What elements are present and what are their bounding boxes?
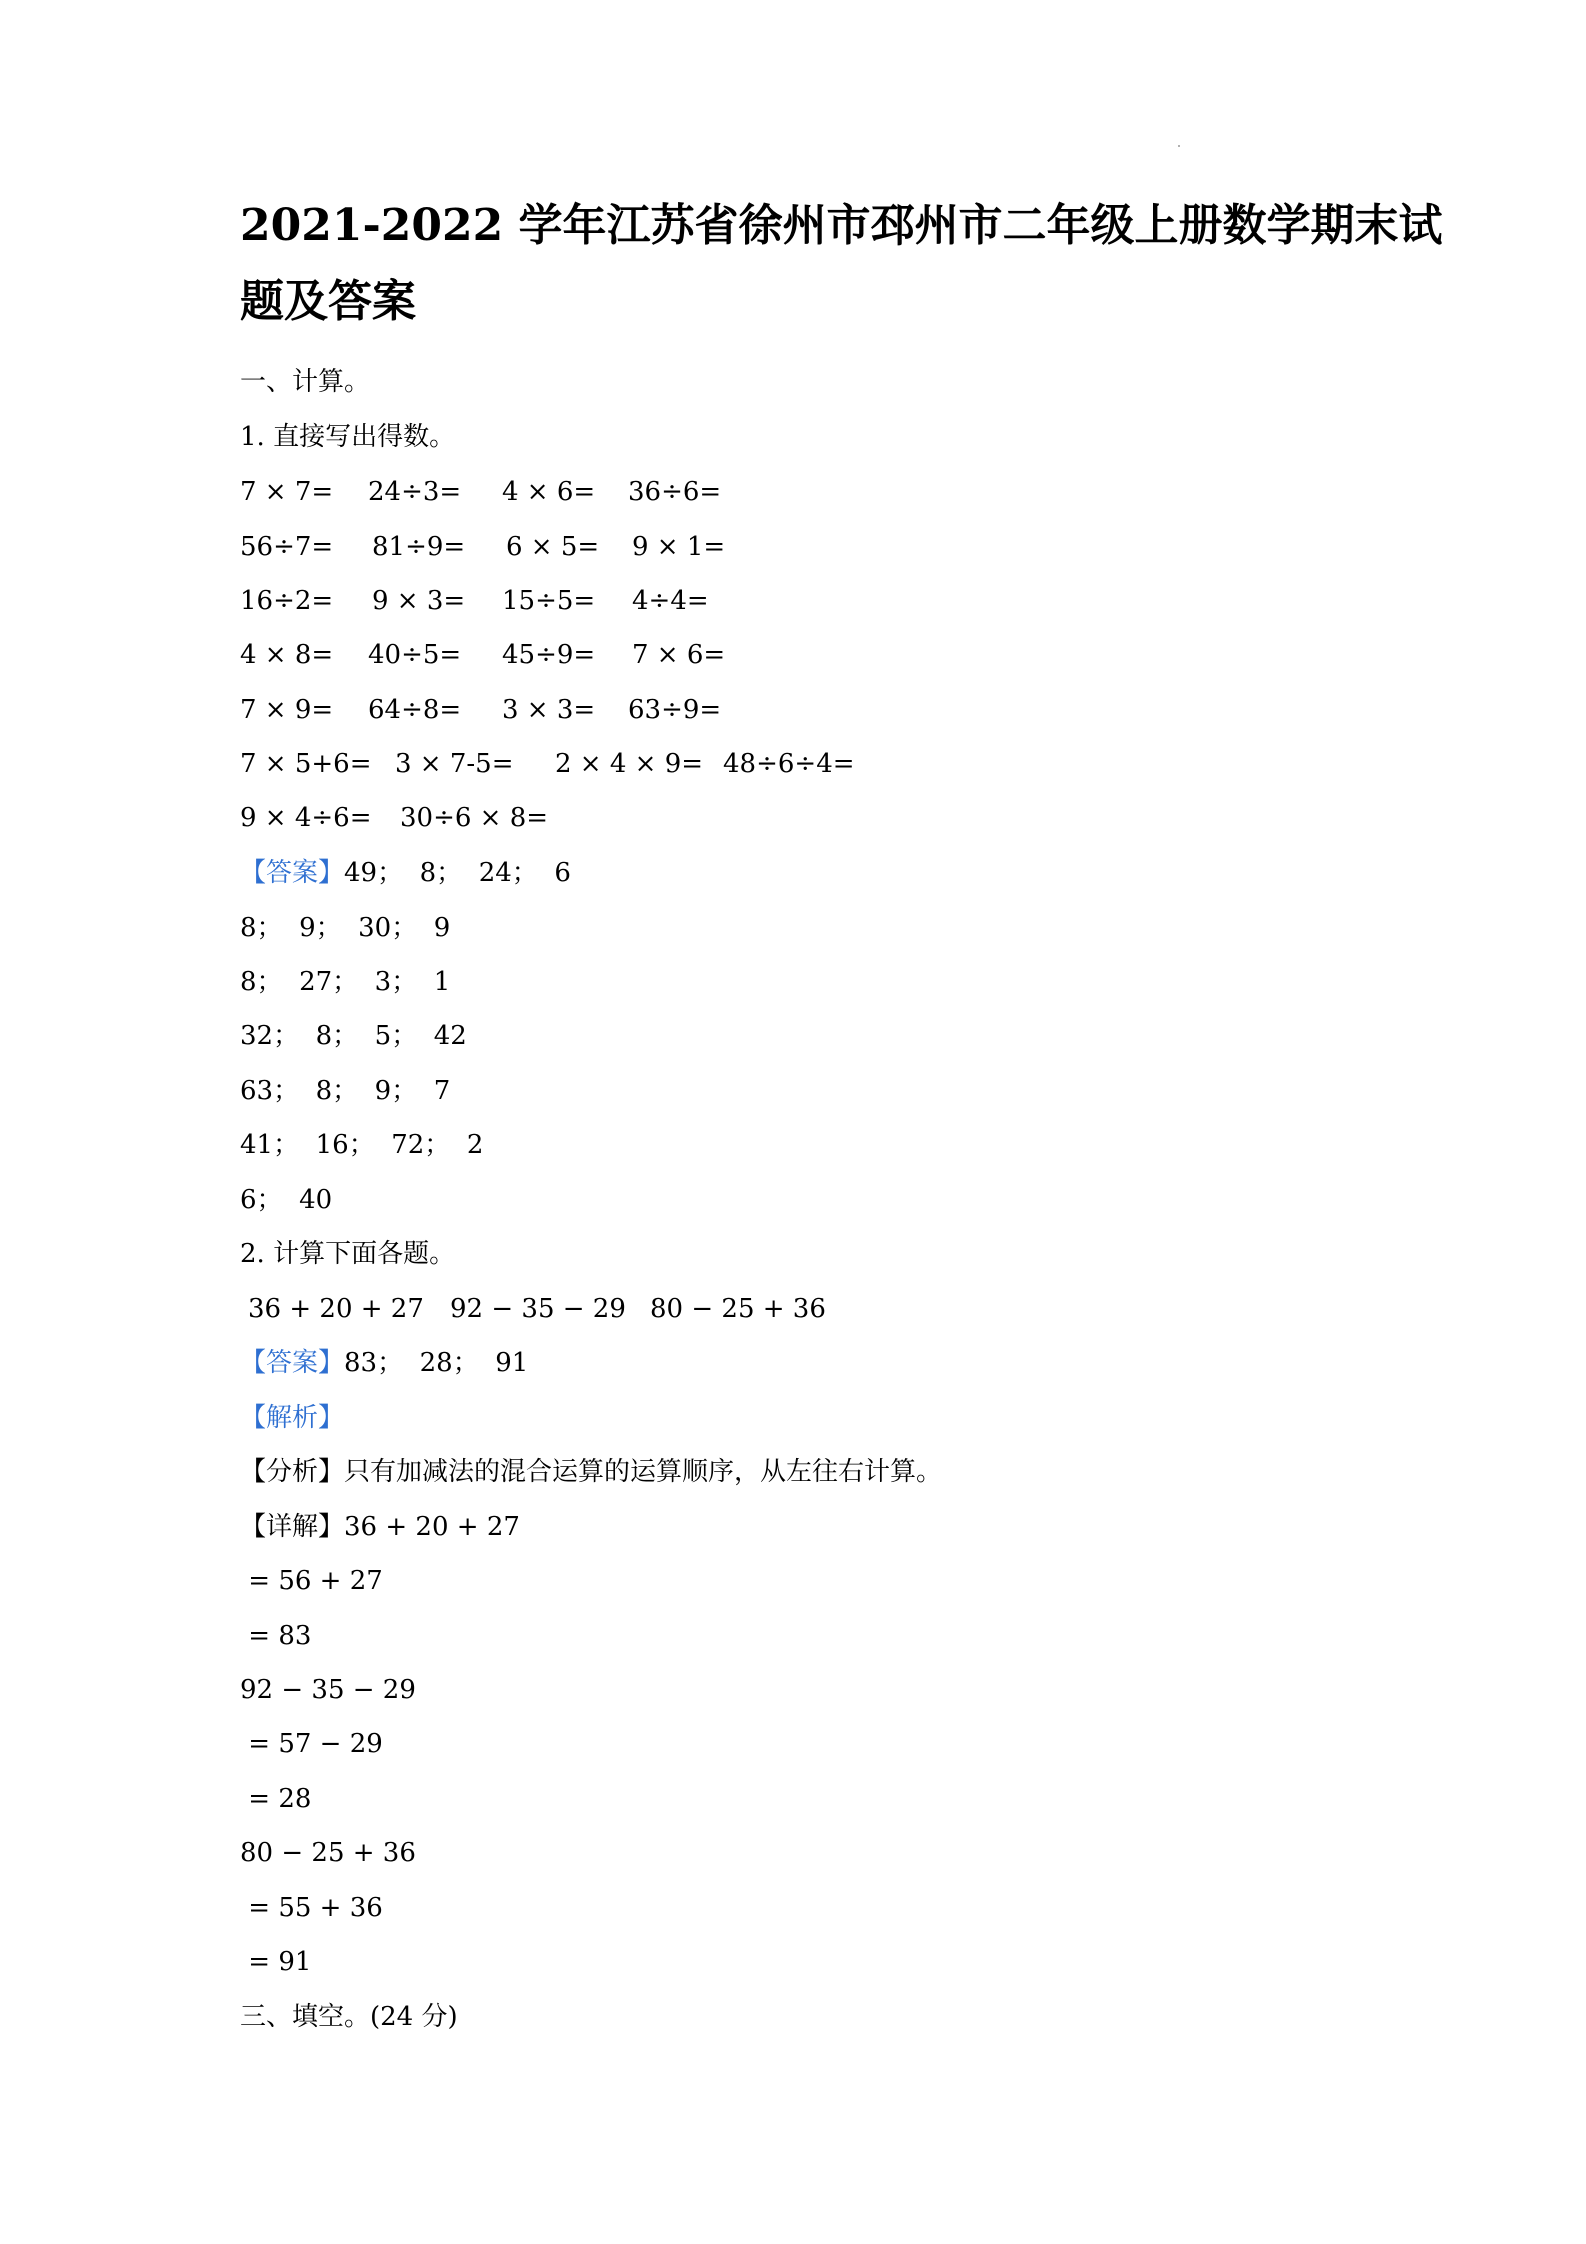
section-3-heading: 三、填空。(24 分) <box>240 2002 458 2032</box>
q1-answer-line-1 <box>240 856 571 890</box>
q1-item: 4 × 8= <box>240 640 334 670</box>
q1-item: 7 × 5+6= <box>240 749 372 779</box>
q1-item: 9 × 1= <box>632 532 726 562</box>
q2-answer: 83； 28； 91 <box>344 1348 529 1378</box>
q1-item: 48÷6÷4= <box>723 749 855 779</box>
q2-item: 80 − 25 + 36 <box>650 1294 826 1324</box>
q1-item: 64÷8= <box>368 695 462 725</box>
q1-answer-line-4: 32； 8； 5； 42 <box>240 1021 467 1051</box>
step-line: = 55 + 36 <box>240 1893 383 1923</box>
q1-item: 16÷2= <box>240 586 334 616</box>
q1-item: 4 × 6= <box>502 477 596 507</box>
q1-item: 40÷5= <box>368 640 462 670</box>
q1-item: 7 × 7= <box>240 477 334 507</box>
answer-tag: 【答案】 <box>240 1348 345 1378</box>
step-line: 92 − 35 − 29 <box>240 1675 416 1705</box>
scan-dot <box>1178 145 1180 147</box>
q1-item: 15÷5= <box>502 586 596 616</box>
answer-tag: 【答案】 <box>240 858 345 888</box>
doc-title-line2: 题及答案 <box>240 276 416 327</box>
section-1-heading: 一、计算。 <box>240 367 371 397</box>
detail-line <box>240 1510 520 1544</box>
analysis-text: 【分析】只有加减法的混合运算的运算顺序，从左往右计算。 <box>240 1457 943 1487</box>
q1-answer-line-6: 41； 16； 72； 2 <box>240 1130 484 1160</box>
step-line: 80 − 25 + 36 <box>240 1838 416 1868</box>
q1-item: 24÷3= <box>368 477 462 507</box>
q1-item: 2 × 4 × 9= <box>555 749 704 779</box>
doc-title-line1: 2021-2022 学年江苏省徐州市邳州市二年级上册数学期末试 <box>240 200 1443 251</box>
q2-title: 2. 计算下面各题。 <box>240 1239 456 1269</box>
q1-item: 9 × 3= <box>372 586 466 616</box>
q1-answer: 49； 8； 24； 6 <box>344 858 571 888</box>
q1-item: 56÷7= <box>240 532 334 562</box>
q1-title: 1. 直接写出得数。 <box>240 422 456 452</box>
step-line: = 28 <box>240 1784 312 1814</box>
q1-item: 7 × 9= <box>240 695 334 725</box>
q1-item: 3 × 3= <box>502 695 596 725</box>
q1-item: 6 × 5= <box>506 532 600 562</box>
q1-item: 45÷9= <box>502 640 596 670</box>
q1-item: 81÷9= <box>372 532 466 562</box>
q1-answer-line-2: 8； 9； 30； 9 <box>240 913 451 943</box>
step-line: = 57 − 29 <box>240 1729 383 1759</box>
q2-item: 92 − 35 − 29 <box>450 1294 626 1324</box>
q1-item: 9 × 4÷6= <box>240 803 372 833</box>
step-line: = 91 <box>240 1947 312 1977</box>
step-line: = 56 + 27 <box>240 1566 383 1596</box>
q1-item: 30÷6 × 8= <box>400 803 549 833</box>
analysis-tag: 【解析】 <box>240 1403 345 1433</box>
q1-item: 4÷4= <box>632 586 709 616</box>
q1-item: 36÷6= <box>628 477 722 507</box>
q1-item: 7 × 6= <box>632 640 726 670</box>
detail-tag: 【详解】 <box>240 1512 345 1542</box>
q2-answer-line <box>240 1346 528 1380</box>
q1-item: 3 × 7-5= <box>395 749 514 779</box>
q2-item: 36 + 20 + 27 <box>248 1294 424 1324</box>
step-line: = 83 <box>240 1621 312 1651</box>
q1-item: 63÷9= <box>628 695 722 725</box>
step: 36 + 20 + 27 <box>344 1512 520 1542</box>
q1-answer-line-7: 6； 40 <box>240 1185 333 1215</box>
q1-answer-line-5: 63； 8； 9； 7 <box>240 1076 451 1106</box>
q1-answer-line-3: 8； 27； 3； 1 <box>240 967 451 997</box>
